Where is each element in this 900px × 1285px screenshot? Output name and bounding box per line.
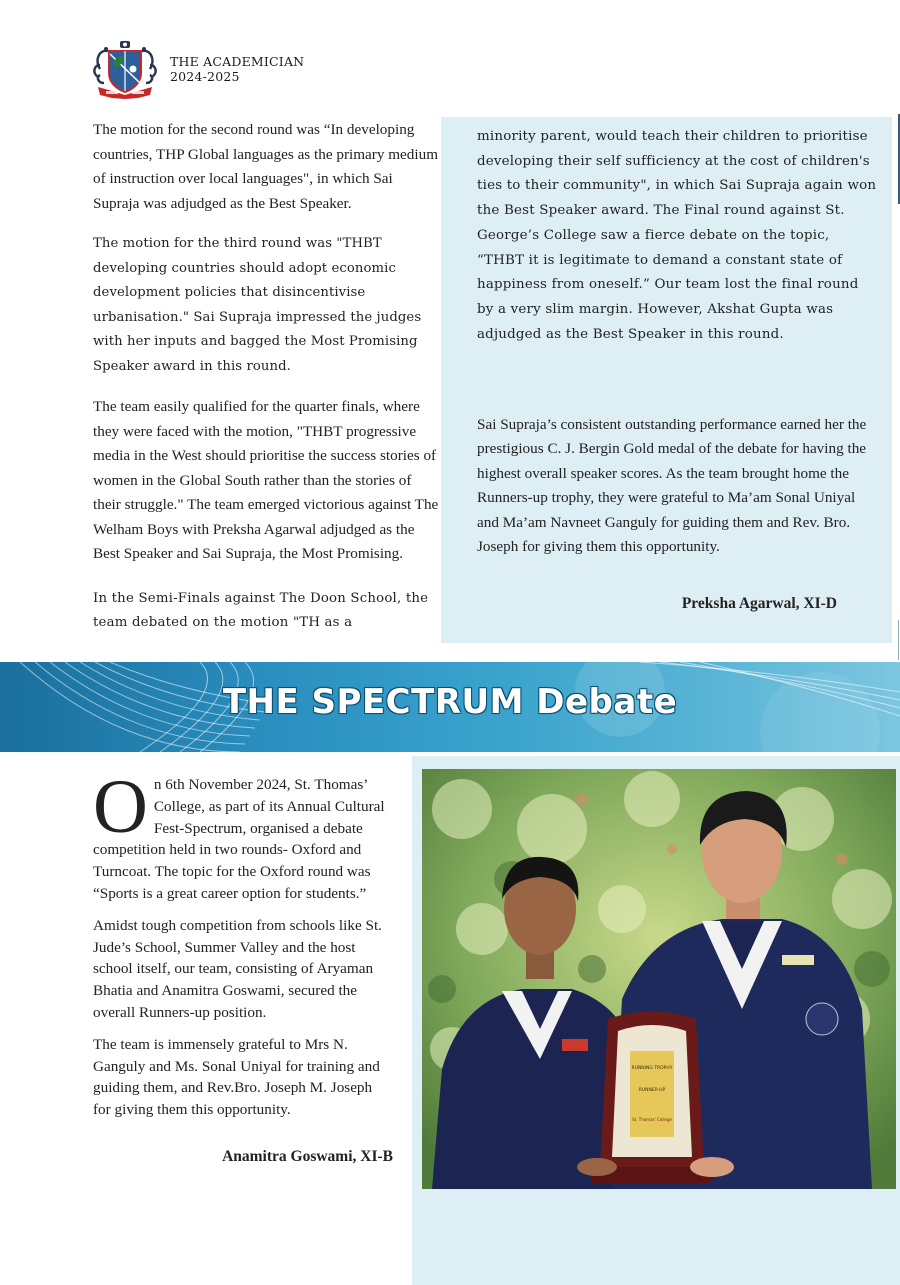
section-banner: [0, 662, 900, 752]
paragraph-intro-text: n 6th November 2024, St. Thomas’ College, as part of its Annual Cultural Fest-Spectrum, organised a debate competition held in two rounds- Oxford and Turncoat. The topic for the Oxford round was “Sports is a great career option for students.”: [93, 776, 385, 902]
paragraph-third-round: The motion for the third round was "THBT developing countries should adopt economic development policies that disincentivise urbanisation." Sai Supraja impressed the judges with her inputs and bagged the Most Promising Speaker award in this round.: [93, 236, 422, 374]
paragraph-semi-finals: In the Semi-Finals against The Doon School, the team debated on the motion "TH as a: [93, 590, 429, 630]
paragraph-competition: Amidst tough competition from schools like St. Jude’s School, Summer Valley and the host school itself, our team, consisting of Aryaman Bhatia and Anamitra Goswami, secured the overall Runners-up position.: [93, 916, 382, 1021]
publication-year: 2024-2025: [170, 69, 240, 84]
publication-title: [170, 54, 304, 84]
team-trophy-photo: [422, 769, 896, 1189]
trophy-text: RUNNING TROPHY: [631, 1066, 673, 1071]
article-continuation-left: [93, 118, 439, 652]
paragraph-gratitude: The team is immensely grateful to Mrs N. Ganguly and Ms. Sonal Uniyal for training and guiding them, and Rev.Bro. Joseph M. Joseph for giving them this opportunity.: [93, 1035, 380, 1119]
paragraph-quarter-finals: The team easily qualified for the quarter finals, where they were faced with the motion, "THBT progressive media in the West should prioritise the success stories of women in the Global South rather than the stories of their struggle." The team emerged victorious against The Welham Boys with Preksha Agarwal adjudged as the Best Speaker and Sai Supraja, the Most Promising.: [93, 398, 439, 562]
paragraph-gold-medal: Sai Supraja’s consistent outstanding performance earned her the prestigious C. J. Bergin Gold medal of the debate for having the highest overall speaker scores. As the team brought home the Runners-up trophy, they were grateful to Ma’am Sonal Uniyal and Ma’am Navneet Ganguly for guiding them and Rev. Bro. Joseph for giving them this opportunity.: [477, 416, 867, 556]
spectrum-article: [93, 765, 393, 1131]
photo-illustration: [422, 769, 896, 1189]
author-signature: Preksha Agarwal, XI-D: [681, 595, 837, 612]
page-edge-divider: [898, 620, 899, 660]
school-crest-icon: [92, 39, 158, 99]
drop-cap: O: [93, 765, 148, 849]
paragraph-final-round: minority parent, would teach their children to prioritise developing their self sufficiency at the cost of children's ties to their community", in which Sai Supraja again won the Best Speaker award. The Final round against St. George’s College saw a fierce debate on the topic, “THBT it is legitimate to demand a constant state of happiness from oneself.” Our team lost the final round by a very slim margin. However, Akshat Gupta was adjudged as the Best Speaker in this round.: [477, 129, 877, 342]
page-header: [92, 38, 304, 100]
article-continuation-right-panel: [441, 117, 892, 643]
paragraph-second-round: The motion for the second round was “In developing countries, THP Global languages as the primary medium of instruction over local languages", in which Sai Supraja was adjudged as the Best Speaker.: [93, 121, 439, 212]
trophy-text: RUNNER-UP: [638, 1088, 666, 1093]
paragraph-intro: [93, 765, 393, 905]
section-title: THE SPECTRUM Debate: [222, 682, 678, 722]
trophy-plaque: [630, 1051, 674, 1137]
trophy-text: St. Thomas' College: [632, 1117, 672, 1122]
author-signature: Anamitra Goswami, XI-B: [222, 1148, 393, 1165]
publication-name: THE ACADEMICIAN: [170, 54, 305, 69]
